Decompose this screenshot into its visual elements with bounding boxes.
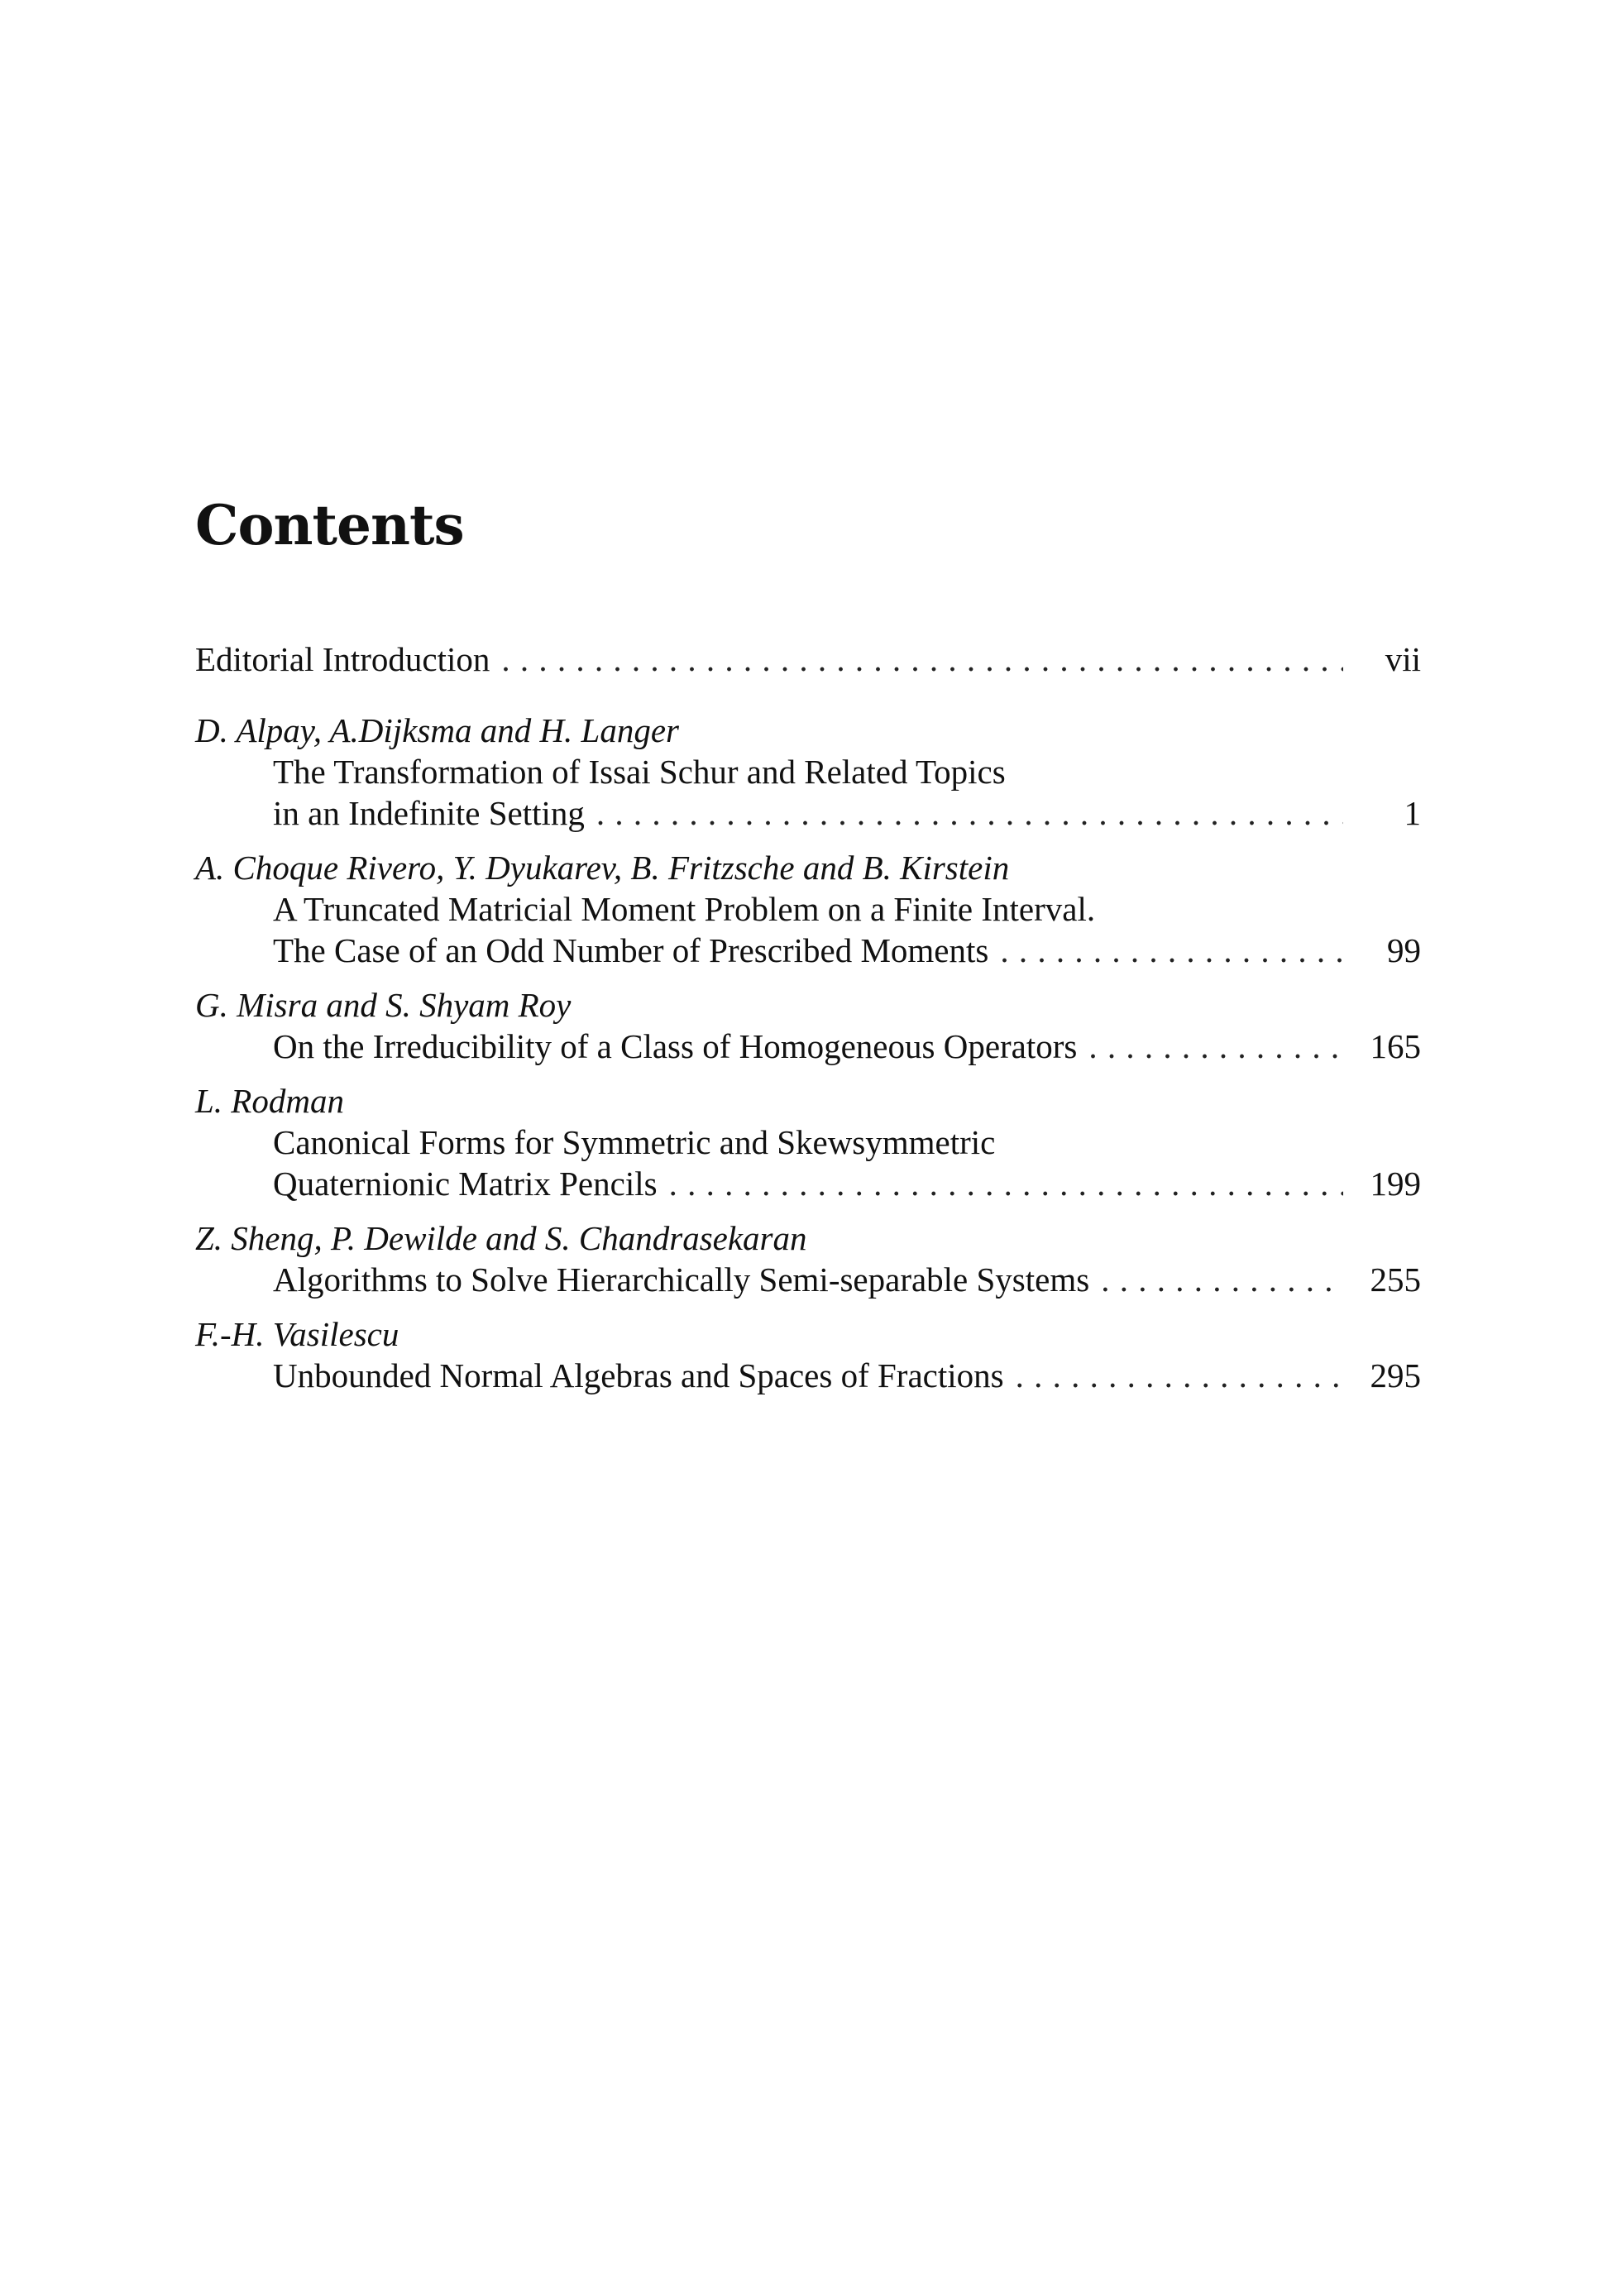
toc-entry-title: in an Indefinite Setting	[273, 794, 585, 832]
toc-entry-title: The Transformation of Issai Schur and Related Topics	[273, 753, 1006, 791]
dot-leader	[596, 792, 1343, 834]
toc-entry-title: The Case of an Odd Number of Prescribed Moments	[273, 931, 989, 969]
toc-entry	[195, 710, 1421, 834]
page-title: Contents	[195, 493, 464, 557]
toc-entry-authors: G. Misra and S. Shyam Roy	[195, 986, 572, 1024]
toc-entry	[195, 1217, 1421, 1300]
toc-entry-authors: L. Rodman	[195, 1082, 344, 1120]
toc-entry	[195, 847, 1421, 971]
toc-entry-line	[195, 639, 1421, 680]
dot-leader	[501, 639, 1343, 680]
page-number: vii	[1385, 640, 1421, 678]
toc-entry	[195, 1080, 1421, 1204]
toc-entry-line	[195, 930, 1421, 971]
toc-entry-authors: F.-H. Vasilescu	[195, 1315, 399, 1353]
page-number: 165	[1370, 1027, 1421, 1065]
toc-entry-line	[195, 1163, 1421, 1204]
dot-leader	[1101, 1259, 1343, 1300]
page-number: 99	[1387, 931, 1421, 969]
toc-entry-line	[195, 1355, 1421, 1396]
dot-leader	[1000, 930, 1343, 971]
page-number: 255	[1370, 1260, 1421, 1299]
toc-entry	[195, 639, 1421, 680]
dot-leader	[669, 1163, 1343, 1204]
toc-entry-line	[195, 792, 1421, 834]
toc-entry-line	[195, 1259, 1421, 1300]
page-number: 1	[1404, 794, 1421, 832]
toc-entry-title: Unbounded Normal Algebras and Spaces of Fractions	[273, 1356, 1004, 1394]
toc-entry-authors: A. Choque Rivero, Y. Dyukarev, B. Fritzsche and B. Kirstein	[195, 849, 1010, 887]
dot-leader	[1016, 1355, 1343, 1396]
page-number: 199	[1370, 1165, 1421, 1203]
page-number: 295	[1370, 1356, 1421, 1394]
toc-entry-title: Quaternionic Matrix Pencils	[273, 1165, 658, 1203]
toc-entry	[195, 984, 1421, 1067]
toc-entry-authors: D. Alpay, A.Dijksma and H. Langer	[195, 711, 680, 749]
dot-leader	[1088, 1026, 1343, 1067]
toc-entry	[195, 1313, 1421, 1396]
table-of-contents	[195, 639, 1421, 1396]
toc-entry-title: On the Irreducibility of a Class of Homogeneous Operators	[273, 1027, 1078, 1065]
toc-entry-authors: Z. Sheng, P. Dewilde and S. Chandrasekaran	[195, 1219, 807, 1257]
toc-entry-title: Algorithms to Solve Hierarchically Semi-separable Systems	[273, 1260, 1090, 1299]
toc-entry-title: Canonical Forms for Symmetric and Skewsymmetric	[273, 1123, 996, 1161]
toc-entry-title: A Truncated Matricial Moment Problem on a Finite Interval.	[273, 890, 1096, 928]
toc-entry-line	[195, 1026, 1421, 1067]
toc-entry-title: Editorial Introduction	[195, 640, 490, 678]
